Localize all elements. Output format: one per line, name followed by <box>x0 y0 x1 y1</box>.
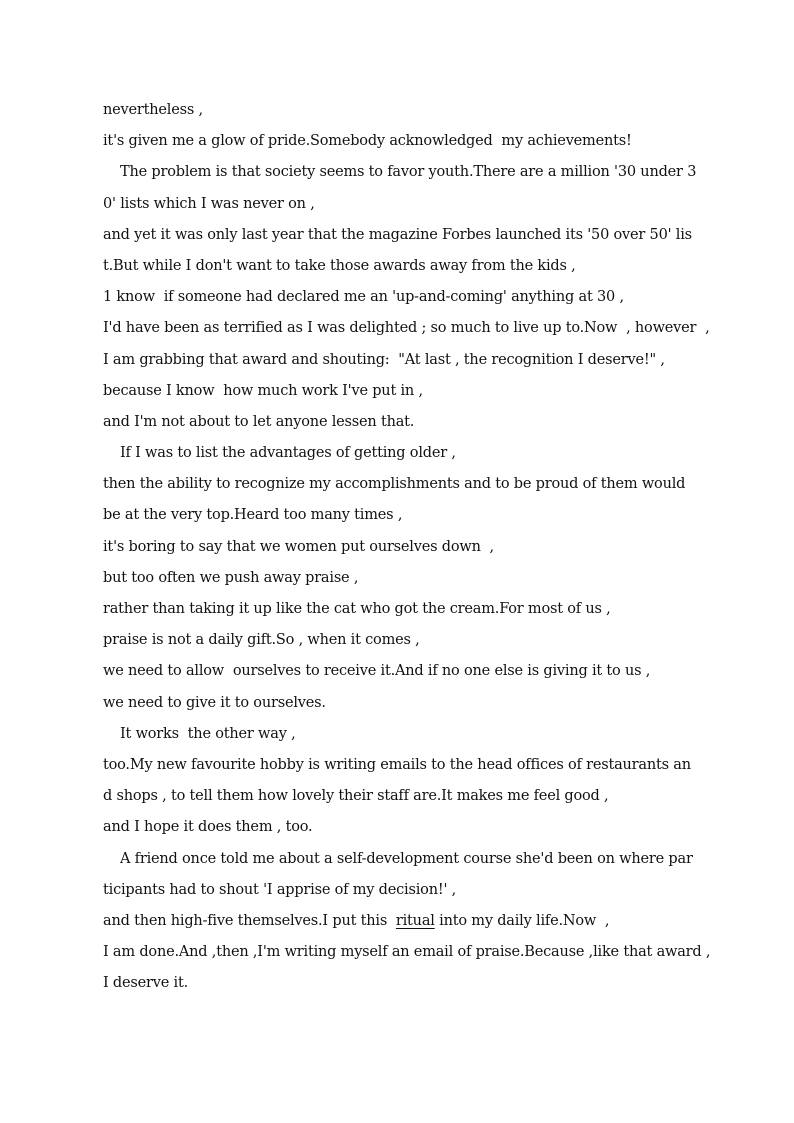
text-line: nevertheless , <box>103 102 203 118</box>
text-line: and I'm not about to let anyone lessen that. <box>103 413 415 430</box>
text-line: it's given me a glow of pride.Somebody acknowledged my achievements! <box>103 133 632 150</box>
text-line: I am done.And ,then ,I'm writing myself an email of praise.Because ,like that award , <box>103 944 711 961</box>
text-line: we need to allow ourselves to receive it.And if no one else is giving it to us , <box>103 663 651 680</box>
paragraph-start-line: It works the other way , <box>120 725 296 742</box>
text-line: ticipants had to shout 'I apprise of my decision!' , <box>103 881 457 898</box>
text-line: it's boring to say that we women put ourselves down , <box>103 538 494 555</box>
text-line: I'd have been as terrified as I was delighted ; so much to live up to.Now , however , <box>103 320 710 337</box>
text-line: and I hope it does them , too. <box>103 819 313 836</box>
line-text-before: and then high-five themselves.I put this <box>103 912 396 929</box>
text-line: and yet it was only last year that the magazine Forbes launched its '50 over 50' lis <box>103 226 692 243</box>
text-line: too.My new favourite hobby is writing emails to the head offices of restaurants an <box>103 756 691 773</box>
paragraph-start-line: A friend once told me about a self-development course she'd been on where par <box>120 850 693 867</box>
text-line: 1 know if someone had declared me an 'up-and-coming' anything at 30 , <box>103 289 624 306</box>
text-line: d shops , to tell them how lovely their staff are.It makes me feel good , <box>103 788 609 805</box>
underlined-word: ritual <box>395 912 435 929</box>
text-line: we need to give it to ourselves. <box>103 694 326 711</box>
text-line: praise is not a daily gift.So , when it comes , <box>103 632 420 649</box>
text-line: rather than taking it up like the cat who got the cream.For most of us , <box>103 601 611 617</box>
text-line-with-underline <box>103 908 703 939</box>
line-text-after: into my daily life.Now , <box>434 912 610 929</box>
text-line: I deserve it. <box>103 975 189 992</box>
text-line: be at the very top.Heard too many times , <box>103 507 403 524</box>
text-line: then the ability to recognize my accomplishments and to be proud of them would <box>103 476 686 493</box>
text-line: 0' lists which I was never on , <box>103 195 315 212</box>
text-line: t.But while I don't want to take those awards away from the kids , <box>103 257 576 274</box>
text-line: I am grabbing that award and shouting: "At last , the recognition I deserve!" , <box>103 351 665 368</box>
document-body <box>103 97 711 1001</box>
paragraph-start-line: If I was to list the advantages of getting older , <box>120 445 456 462</box>
text-line: but too often we push away praise , <box>103 569 359 586</box>
text-line: because I know how much work I've put in , <box>103 382 423 399</box>
paragraph-start-line: The problem is that society seems to favor youth.There are a million '30 under 3 <box>120 164 697 181</box>
